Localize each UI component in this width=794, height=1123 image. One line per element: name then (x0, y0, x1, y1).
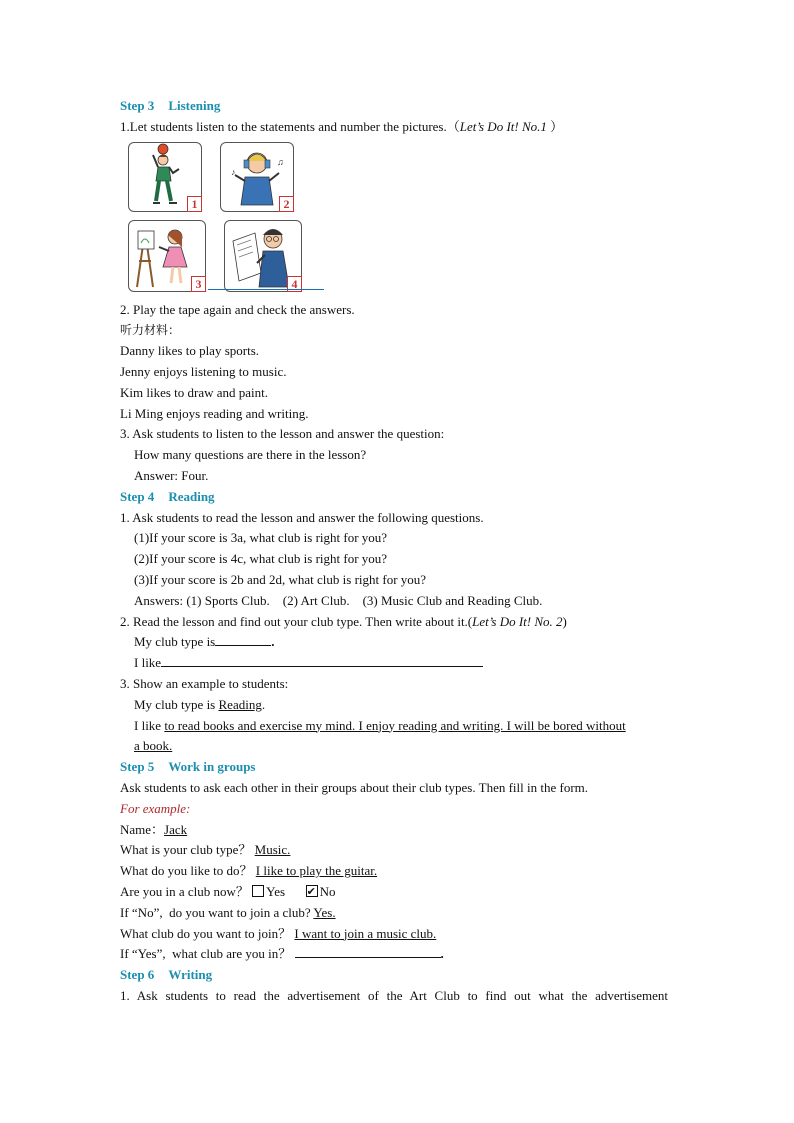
form-which-value: I want to join a music club. (294, 925, 437, 941)
form-in-line: If “Yes”, what club are you in？ . (120, 946, 444, 962)
step5-title: Step 5 (120, 759, 155, 775)
svg-text:♫: ♫ (277, 156, 284, 167)
step3-title: Step 3 (120, 98, 155, 113)
step3-ref: Let’s Do It! No.1 (459, 118, 547, 134)
step3-answer: Answer: Four. (134, 467, 209, 483)
picture-3 (128, 220, 206, 292)
form-club-line: Are you in a club now？ Yes ✔ No (120, 882, 668, 903)
step6-item1: 1. Ask students to read the advertisement of the Art Club to find out what the advertisement (120, 987, 668, 1003)
form-like-value: I like to play the guitar. (255, 863, 378, 879)
step3-item1: 1.Let students listen to the statements and number the pictures.（Let’s Do It! No.1 ） (120, 118, 564, 134)
material-line: Li Ming enjoys reading and writing. (120, 405, 309, 421)
form-type-value: Music. (254, 842, 291, 858)
picture-number: 2 (279, 196, 294, 212)
step4-ref: Let’s Do It! No. 2 (472, 613, 563, 629)
step4-item3: 3. Show an example to students: (120, 675, 289, 691)
step4-title: Step 4 (120, 488, 155, 504)
step3-question: How many questions are there in the lesson? (134, 447, 367, 463)
picture-number: 4 (287, 276, 302, 292)
yes-label: Yes (266, 883, 286, 899)
reading-question: (2)If your score is 4c, what club is right for you? (134, 551, 388, 567)
for-example-label: For example: (120, 800, 191, 816)
picture-number: 1 (187, 196, 202, 212)
form-which-line: What club do you want to join？ I want to join a music club. (120, 925, 437, 941)
step4-item1: 1. Ask students to read the lesson and answer the following questions. (120, 509, 484, 525)
step5-name: Work in groups (168, 759, 256, 775)
club-type-blank[interactable] (215, 632, 271, 646)
step3-item2: 2. Play the tape again and check the answers. (120, 301, 355, 317)
picture-1 (128, 142, 202, 212)
club-type-line: My club type is . (134, 634, 275, 650)
step5-heading (120, 757, 668, 778)
example-like-line: I like to read books and exercise my mind. I enjoy reading and writing. I will be bored without (134, 717, 626, 733)
reading-answers: Answers: (1) Sports Club. (2) Art Club. (3) Music Club and Reading Club. (134, 592, 543, 608)
i-like-line: I like (120, 653, 668, 674)
example-type-line: My club type is Reading. (134, 696, 266, 712)
yes-checkbox[interactable] (252, 885, 264, 897)
picture-2 (220, 142, 294, 212)
picture-number: 3 (191, 276, 206, 292)
form-join-line: If “No”, do you want to join a club? Yes. (120, 904, 336, 920)
material-label: 听力材料： (120, 323, 181, 338)
lesson-plan-page (120, 96, 668, 1007)
reading-question: (1)If your score is 3a, what club is right for you? (134, 530, 388, 546)
form-like-line: What do you like to do？ I like to play the guitar. (120, 863, 378, 879)
step3-heading (120, 96, 668, 117)
example-type-value: Reading (218, 696, 262, 712)
form-name-value: Jack (164, 821, 188, 837)
step6-name: Writing (168, 967, 213, 983)
step3-item3: 3. Ask students to listen to the lesson and answer the question: (120, 426, 445, 442)
step5-intro: Ask students to ask each other in their groups about their club types. Then fill in the form. (120, 779, 589, 795)
example-like-cont: a book. (134, 738, 173, 754)
form-type-line: What is your club type？ Music. (120, 842, 291, 858)
svg-text:♪: ♪ (231, 166, 236, 177)
picture-baseline (208, 289, 324, 290)
listening-pictures (128, 142, 668, 298)
step4-item2: 2. Read the lesson and find out your club type. Then write about it.(Let’s Do It! No. 2) (120, 613, 567, 629)
material-line: Jenny enjoys listening to music. (120, 363, 287, 379)
material-line: Danny likes to play sports. (120, 343, 260, 359)
form-name-line: Name：Jack (120, 821, 188, 837)
i-like-blank[interactable] (161, 653, 483, 667)
form-join-value: Yes. (313, 904, 336, 920)
step4-name: Reading (168, 488, 215, 504)
step3-name: Listening (168, 98, 221, 113)
step4-heading (120, 487, 668, 508)
no-checkbox-checked[interactable] (306, 885, 318, 897)
step6-heading (120, 965, 668, 986)
example-like-value: to read books and exercise my mind. I enjoy reading and writing. I will be bored without (164, 717, 626, 733)
step6-title: Step 6 (120, 967, 155, 983)
no-label: No (319, 883, 336, 899)
material-line: Kim likes to draw and paint. (120, 384, 269, 400)
reading-question: (3)If your score is 2b and 2d, what club is right for you? (134, 571, 427, 587)
picture-4 (224, 220, 302, 292)
form-in-blank[interactable] (295, 944, 441, 958)
